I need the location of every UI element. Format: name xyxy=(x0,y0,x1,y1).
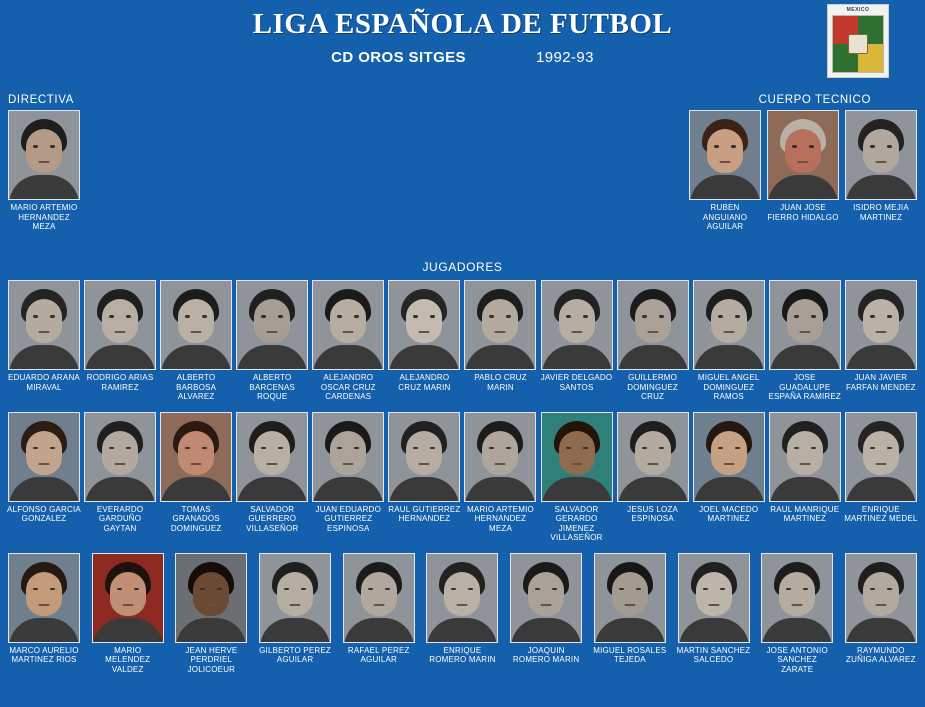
portrait-face xyxy=(102,431,138,475)
person-name: ALBERTO BARBOSA ALVAREZ xyxy=(176,373,217,401)
portrait-mouth xyxy=(39,161,50,163)
portrait-eye xyxy=(659,315,664,318)
section-label-directiva: DIRECTIVA xyxy=(8,94,74,106)
portrait-eye xyxy=(735,447,740,450)
person-card[interactable] xyxy=(160,412,232,543)
portrait-eye xyxy=(413,315,418,318)
portrait-face xyxy=(330,431,366,475)
portrait-eye xyxy=(261,447,266,450)
portrait-eye xyxy=(718,315,723,318)
portrait-eye xyxy=(33,145,38,148)
person-card[interactable] xyxy=(388,280,460,402)
portrait-eye xyxy=(217,588,222,591)
person-card[interactable] xyxy=(845,110,917,232)
portrait-eye xyxy=(50,315,55,318)
portrait-face xyxy=(254,299,290,343)
portrait-mouth xyxy=(343,331,354,333)
portrait-eye xyxy=(185,315,190,318)
portrait-photo xyxy=(845,280,917,370)
portrait-eye xyxy=(642,447,647,450)
person-name: TOMAS GRANADOS DOMINGUEZ xyxy=(170,504,222,533)
portrait-face xyxy=(787,431,823,475)
portrait-eye xyxy=(368,588,373,591)
person-card[interactable] xyxy=(426,553,498,675)
portrait-photo xyxy=(617,280,689,370)
portrait-mouth xyxy=(708,604,719,606)
portrait-photo xyxy=(84,412,156,502)
portrait-face xyxy=(707,129,743,173)
portrait-mouth xyxy=(571,331,582,333)
crest-title: MEXICO xyxy=(846,7,870,13)
person-name: RAUL MANRIQUE MARTINEZ xyxy=(770,504,840,523)
portrait-eye xyxy=(33,315,38,318)
portrait-photo xyxy=(259,553,331,643)
portrait-mouth xyxy=(191,463,202,465)
person-card[interactable] xyxy=(236,280,308,402)
portrait-eye xyxy=(506,447,511,450)
person-name: JOAQUIN ROMERO MARIN xyxy=(512,645,580,664)
portrait-face xyxy=(863,431,899,475)
portrait-mouth xyxy=(122,604,133,606)
portrait-eye xyxy=(468,588,473,591)
portrait-photo xyxy=(693,280,765,370)
season-label: 1992-93 xyxy=(535,49,594,66)
portrait-face xyxy=(635,299,671,343)
portrait-photo xyxy=(689,110,761,200)
portrait-eye xyxy=(566,447,571,450)
portrait-eye xyxy=(489,447,494,450)
portrait-eye xyxy=(109,447,114,450)
portrait-eye xyxy=(786,588,791,591)
person-name: JOSE ANTONIO SANCHEZ ZARATE xyxy=(766,645,828,674)
portrait-photo xyxy=(8,110,80,200)
person-card[interactable] xyxy=(8,553,80,675)
portrait-face xyxy=(711,299,747,343)
portrait-eye xyxy=(642,315,647,318)
portrait-mouth xyxy=(875,463,886,465)
person-card[interactable] xyxy=(617,280,689,402)
portrait-eye xyxy=(636,588,641,591)
portrait-photo xyxy=(761,553,833,643)
portrait-eye xyxy=(720,588,725,591)
portrait-face xyxy=(26,129,62,173)
person-name: ISIDRO MEJIA MARTINEZ xyxy=(853,203,909,222)
person-card[interactable] xyxy=(236,412,308,543)
person-name: RODRIGO ARIAS RAMIREZ xyxy=(86,373,154,392)
portrait-photo xyxy=(388,412,460,502)
team-name: CD OROS SITGES xyxy=(331,49,466,66)
portrait-eye xyxy=(284,588,289,591)
person-name: MARTIN SANCHEZ SALCEDO xyxy=(676,645,751,664)
portrait-mouth xyxy=(720,161,731,163)
person-card[interactable] xyxy=(845,553,917,675)
person-name: ALFONSO GARCIA GONZALEZ xyxy=(7,504,81,523)
portrait-eye xyxy=(430,447,435,450)
portrait-face xyxy=(635,431,671,475)
portrait-eye xyxy=(887,145,892,148)
person-name: ENRIQUE ROMERO MARIN xyxy=(429,645,496,664)
portrait-face xyxy=(406,431,442,475)
portrait-photo xyxy=(84,280,156,370)
portrait-photo xyxy=(678,553,750,643)
portrait-mouth xyxy=(343,463,354,465)
player-row xyxy=(8,412,917,543)
portrait-eye xyxy=(278,315,283,318)
portrait-face xyxy=(110,572,146,616)
portrait-eye xyxy=(718,447,723,450)
portrait-eye xyxy=(794,447,799,450)
portrait-mouth xyxy=(495,463,506,465)
person-name: ALEJANDRO OSCAR CRUZ CARDENAS xyxy=(320,373,376,401)
person-name: MIGUEL ROSALES TEJEDA xyxy=(593,645,667,664)
person-name: RAUL GUTIERREZ HERNANDEZ xyxy=(388,504,461,523)
portrait-face xyxy=(26,572,62,616)
portrait-eye xyxy=(50,588,55,591)
portrait-eye xyxy=(566,315,571,318)
portrait-photo xyxy=(8,280,80,370)
portrait-mouth xyxy=(115,463,126,465)
portrait-eye xyxy=(870,315,875,318)
portrait-eye xyxy=(870,447,875,450)
person-name: JOSE GUADALUPE ESPAÑA RAMIREZ xyxy=(768,373,841,401)
portrait-mouth xyxy=(541,604,552,606)
portrait-eye xyxy=(870,588,875,591)
portrait-photo xyxy=(160,280,232,370)
portrait-eye xyxy=(109,315,114,318)
person-name: JEAN HERVE PERDRIEL JOLICOEUR xyxy=(185,645,238,674)
person-name: SALVADOR GERARDO JIMENEZ VILLASEÑOR xyxy=(550,504,603,542)
portrait-face xyxy=(406,299,442,343)
portrait-eye xyxy=(354,315,359,318)
person-name: MIGUEL ANGEL DOMINGUEZ RAMOS xyxy=(697,373,760,401)
person-card[interactable] xyxy=(175,553,247,675)
portrait-face xyxy=(330,299,366,343)
portrait-photo xyxy=(541,412,613,502)
portrait-photo xyxy=(92,553,164,643)
portrait-face xyxy=(612,572,648,616)
portrait-photo xyxy=(541,280,613,370)
portrait-eye xyxy=(803,588,808,591)
portrait-eye xyxy=(583,447,588,450)
person-card[interactable] xyxy=(769,280,841,402)
portrait-face xyxy=(482,431,518,475)
person-name: RAFAEL PEREZ AGUILAR xyxy=(347,645,410,664)
person-name: GILBERTO PEREZ AGUILAR xyxy=(259,645,331,664)
portrait-mouth xyxy=(799,331,810,333)
portrait-photo xyxy=(769,412,841,502)
portrait-eye xyxy=(552,588,557,591)
person-card[interactable] xyxy=(510,553,582,675)
portrait-face xyxy=(444,572,480,616)
person-name: ALEJANDRO CRUZ MARIN xyxy=(398,373,451,392)
portrait-mouth xyxy=(267,463,278,465)
portrait-mouth xyxy=(571,463,582,465)
portrait-eye xyxy=(794,315,799,318)
portrait-mouth xyxy=(798,161,809,163)
portrait-eye xyxy=(337,447,342,450)
person-name: MARIO ARTEMIO HERNANDEZ MEZA xyxy=(467,504,534,533)
portrait-photo xyxy=(160,412,232,502)
portrait-eye xyxy=(714,145,719,148)
person-card[interactable] xyxy=(678,553,750,675)
person-card[interactable] xyxy=(343,553,415,675)
portrait-face xyxy=(178,431,214,475)
portrait-mouth xyxy=(624,604,635,606)
person-card[interactable] xyxy=(84,412,156,543)
portrait-eye xyxy=(535,588,540,591)
person-name: SALVADOR GUERRERO VILLASEÑOR xyxy=(246,504,299,533)
person-card[interactable] xyxy=(160,280,232,402)
portrait-eye xyxy=(619,588,624,591)
portrait-face xyxy=(26,299,62,343)
portrait-photo xyxy=(236,280,308,370)
portrait-photo xyxy=(312,280,384,370)
portrait-photo xyxy=(617,412,689,502)
page-title: LIGA ESPAÑOLA DE FUTBOL xyxy=(252,8,673,40)
portrait-mouth xyxy=(647,331,658,333)
portrait-photo xyxy=(767,110,839,200)
section-label-jugadores: JUGADORES xyxy=(422,260,503,274)
person-name: ENRIQUE MARTINEZ MEDEL xyxy=(844,504,918,523)
portrait-face xyxy=(696,572,732,616)
person-card[interactable] xyxy=(689,110,761,232)
portrait-face xyxy=(559,431,595,475)
portrait-eye xyxy=(451,588,456,591)
portrait-eye xyxy=(731,145,736,148)
person-name: RAYMUNDO ZUÑIGA ALVAREZ xyxy=(846,645,916,664)
portrait-mouth xyxy=(39,331,50,333)
portrait-mouth xyxy=(875,331,886,333)
person-name: MARIO MELENDEZ VALDEZ xyxy=(105,645,151,674)
portrait-face xyxy=(528,572,564,616)
portrait-photo xyxy=(510,553,582,643)
portrait-face xyxy=(254,431,290,475)
person-card[interactable] xyxy=(388,412,460,543)
portrait-eye xyxy=(870,145,875,148)
crest-shield xyxy=(832,15,884,73)
person-name: RUBEN ANGUIANO AGUILAR xyxy=(702,203,748,231)
person-name: JUAN JOSE FIERRO HIDALGO xyxy=(767,203,839,222)
portrait-mouth xyxy=(267,331,278,333)
portrait-eye xyxy=(792,145,797,148)
person-name: EDUARDO ARANA MIRAVAL xyxy=(8,373,80,392)
portrait-photo xyxy=(594,553,666,643)
portrait-mouth xyxy=(876,161,887,163)
portrait-eye xyxy=(33,447,38,450)
person-card[interactable] xyxy=(312,280,384,402)
person-card[interactable] xyxy=(845,412,917,543)
person-name: ALBERTO BARCENAS ROQUE xyxy=(249,373,296,401)
portrait-mouth xyxy=(723,331,734,333)
portrait-eye xyxy=(659,447,664,450)
portrait-photo xyxy=(769,280,841,370)
portrait-face xyxy=(482,299,518,343)
portrait-photo xyxy=(845,412,917,502)
person-card[interactable] xyxy=(845,280,917,402)
portrait-face xyxy=(863,299,899,343)
portrait-eye xyxy=(50,145,55,148)
portrait-face xyxy=(361,572,397,616)
portrait-mouth xyxy=(875,604,886,606)
portrait-eye xyxy=(354,447,359,450)
person-card[interactable] xyxy=(92,553,164,675)
person-name: PABLO CRUZ MARIN xyxy=(474,373,527,392)
portrait-eye xyxy=(261,315,266,318)
portrait-face xyxy=(779,572,815,616)
portrait-face xyxy=(178,299,214,343)
portrait-face xyxy=(26,431,62,475)
portrait-mouth xyxy=(39,463,50,465)
portrait-eye xyxy=(185,447,190,450)
person-card[interactable] xyxy=(464,280,536,402)
portrait-face xyxy=(785,129,821,173)
portrait-eye xyxy=(202,315,207,318)
portrait-photo xyxy=(175,553,247,643)
portrait-photo xyxy=(312,412,384,502)
portrait-photo xyxy=(464,280,536,370)
portrait-eye xyxy=(50,447,55,450)
portrait-eye xyxy=(887,588,892,591)
portrait-eye xyxy=(126,315,131,318)
portrait-eye xyxy=(811,447,816,450)
portrait-eye xyxy=(33,588,38,591)
portrait-photo xyxy=(845,110,917,200)
person-card[interactable] xyxy=(8,412,80,543)
person-card[interactable] xyxy=(761,553,833,675)
player-row xyxy=(8,553,917,675)
person-card[interactable] xyxy=(541,280,613,402)
person-card[interactable] xyxy=(541,412,613,543)
person-name: GUILLERMO DOMINGUEZ CRUZ xyxy=(627,373,678,401)
crest-icon xyxy=(827,4,889,78)
portrait-photo xyxy=(388,280,460,370)
portrait-eye xyxy=(385,588,390,591)
cuerpo-tecnico-group xyxy=(689,110,917,232)
person-card[interactable] xyxy=(8,280,80,402)
portrait-face xyxy=(863,572,899,616)
portrait-mouth xyxy=(191,331,202,333)
directiva-group xyxy=(8,110,80,232)
person-name: JAVIER DELGADO SANTOS xyxy=(540,373,613,392)
portrait-eye xyxy=(887,447,892,450)
crest-center-emblem xyxy=(848,34,868,54)
person-card[interactable] xyxy=(84,280,156,402)
person-card[interactable] xyxy=(693,412,765,543)
person-name: MARCO AURELIO MARTINEZ RIOS xyxy=(9,645,79,664)
portrait-eye xyxy=(337,315,342,318)
portrait-eye xyxy=(200,588,205,591)
portrait-photo xyxy=(845,553,917,643)
portrait-face xyxy=(559,299,595,343)
portrait-eye xyxy=(134,588,139,591)
portrait-eye xyxy=(811,315,816,318)
person-name: JUAN JAVIER FARFAN MENDEZ xyxy=(846,373,916,392)
portrait-eye xyxy=(887,315,892,318)
portrait-eye xyxy=(278,447,283,450)
portrait-photo xyxy=(464,412,536,502)
subtitle-row xyxy=(0,49,925,66)
person-card[interactable] xyxy=(617,412,689,543)
portrait-eye xyxy=(703,588,708,591)
person-card[interactable] xyxy=(769,412,841,543)
person-name: JUAN EDUARDO GUTIERREZ ESPINOSA xyxy=(315,504,382,533)
portrait-mouth xyxy=(647,463,658,465)
portrait-mouth xyxy=(39,604,50,606)
portrait-eye xyxy=(489,315,494,318)
player-row xyxy=(8,280,917,402)
portrait-eye xyxy=(202,447,207,450)
portrait-eye xyxy=(809,145,814,148)
portrait-mouth xyxy=(799,463,810,465)
person-name: JOEL MACEDO MARTINEZ xyxy=(699,504,759,523)
portrait-eye xyxy=(126,447,131,450)
portrait-mouth xyxy=(373,604,384,606)
portrait-mouth xyxy=(419,331,430,333)
portrait-photo xyxy=(8,553,80,643)
portrait-face xyxy=(863,129,899,173)
portrait-mouth xyxy=(495,331,506,333)
portrait-eye xyxy=(117,588,122,591)
person-card[interactable] xyxy=(312,412,384,543)
portrait-mouth xyxy=(419,463,430,465)
portrait-photo xyxy=(8,412,80,502)
person-card[interactable] xyxy=(8,110,80,232)
person-card[interactable] xyxy=(464,412,536,543)
person-name: EVERARDO GARDUÑO GAYTAN xyxy=(96,504,144,533)
portrait-face xyxy=(787,299,823,343)
jugadores-grid xyxy=(8,280,917,684)
portrait-mouth xyxy=(723,463,734,465)
portrait-eye xyxy=(583,315,588,318)
portrait-face xyxy=(102,299,138,343)
portrait-photo xyxy=(343,553,415,643)
person-name: MARIO ARTEMIO HERNANDEZ MEZA xyxy=(10,203,78,231)
portrait-eye xyxy=(506,315,511,318)
portrait-eye xyxy=(301,588,306,591)
portrait-face xyxy=(277,572,313,616)
portrait-photo xyxy=(236,412,308,502)
portrait-photo xyxy=(426,553,498,643)
portrait-eye xyxy=(430,315,435,318)
portrait-mouth xyxy=(792,604,803,606)
portrait-mouth xyxy=(206,604,217,606)
section-label-cuerpo-tecnico: CUERPO TECNICO xyxy=(758,94,871,106)
portrait-face xyxy=(711,431,747,475)
portrait-photo xyxy=(693,412,765,502)
portrait-eye xyxy=(735,315,740,318)
portrait-face xyxy=(193,572,229,616)
portrait-eye xyxy=(413,447,418,450)
portrait-mouth xyxy=(457,604,468,606)
person-card[interactable] xyxy=(767,110,839,232)
person-card[interactable] xyxy=(594,553,666,675)
portrait-mouth xyxy=(290,604,301,606)
portrait-mouth xyxy=(115,331,126,333)
person-card[interactable] xyxy=(693,280,765,402)
person-name: JESUS LOZA ESPINOSA xyxy=(627,504,679,523)
person-card[interactable] xyxy=(259,553,331,675)
